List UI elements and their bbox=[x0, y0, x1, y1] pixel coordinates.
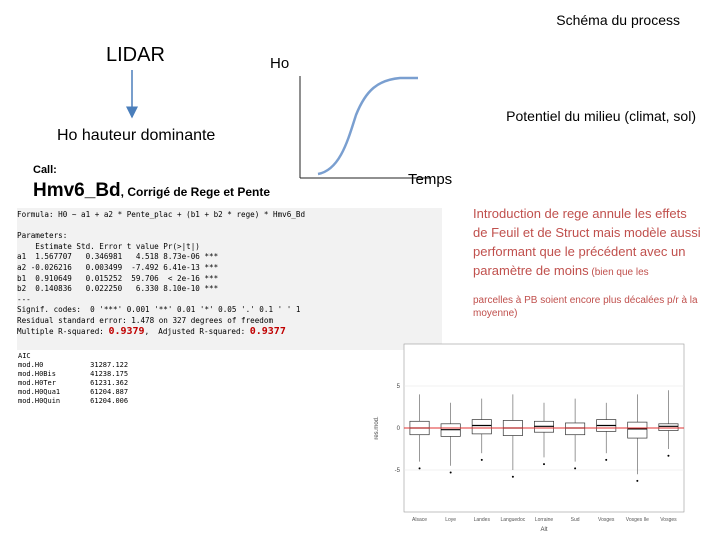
aic-value: 61231.362 bbox=[90, 379, 129, 387]
growth-curve bbox=[318, 78, 418, 174]
multiple-rsq-label: Multiple R-squared: bbox=[17, 326, 109, 336]
param-header: Estimate Std. Error t value Pr(>|t|) bbox=[17, 241, 200, 251]
outlier-point bbox=[481, 459, 483, 461]
model-name: Hmv6_Bd bbox=[33, 180, 121, 201]
outlier-point bbox=[667, 455, 669, 457]
x-tick-label: Landes bbox=[473, 517, 490, 523]
residual-boxplot bbox=[368, 336, 688, 536]
outlier-point bbox=[419, 467, 421, 469]
multiple-rsq-value: 0.9379 bbox=[108, 325, 145, 337]
table-row bbox=[18, 388, 128, 397]
hauteur-label: Ho hauteur dominante bbox=[57, 127, 216, 144]
box bbox=[659, 424, 678, 431]
outlier-point bbox=[450, 472, 452, 474]
param-row: a1 1.567707 0.346981 4.518 8.73e-06 *** bbox=[17, 252, 219, 262]
outlier-point bbox=[512, 476, 514, 478]
adjusted-rsq-value: 0.9377 bbox=[249, 325, 286, 337]
table-row bbox=[18, 370, 128, 379]
box bbox=[565, 423, 584, 435]
outlier-point bbox=[543, 463, 545, 465]
x-tick-label: Loye bbox=[445, 517, 457, 523]
separator-line: --- bbox=[17, 294, 31, 304]
aic-model: mod.H0Ter bbox=[18, 379, 56, 387]
outlier-point bbox=[636, 480, 638, 482]
table-row bbox=[18, 397, 128, 406]
x-tick-label: Languedoc bbox=[500, 517, 526, 523]
box bbox=[628, 422, 647, 438]
x-tick-label: Lorraine bbox=[534, 517, 554, 523]
box bbox=[472, 420, 491, 434]
y-tick-label: 5 bbox=[396, 384, 400, 390]
table-row bbox=[18, 379, 128, 388]
x-tick-label: Alsace bbox=[412, 517, 428, 523]
outlier-point bbox=[605, 459, 607, 461]
intro-note-continued: parcelles à PB soient encore plus décalées p/r à la moyenne) bbox=[473, 295, 698, 319]
y-tick-label: 0 bbox=[396, 426, 400, 432]
aic-value: 31287.122 bbox=[90, 361, 129, 369]
model-subtitle: , Corrigé de Rege et Pente bbox=[120, 185, 271, 199]
adjusted-rsq-label: , Adjusted R-squared: bbox=[144, 326, 250, 336]
outlier-point bbox=[574, 467, 576, 469]
param-row: b2 0.140836 0.022250 6.330 8.10e-10 *** bbox=[17, 284, 219, 294]
param-row: b1 0.910649 0.015252 59.706 < 2e-16 *** bbox=[17, 273, 219, 283]
x-tick-label: Vosges Ile bbox=[625, 517, 649, 523]
aic-value: 61204.006 bbox=[90, 397, 129, 405]
ho-label: Ho bbox=[270, 55, 290, 72]
aic-value: 61204.887 bbox=[90, 388, 129, 396]
rsq-line bbox=[17, 327, 286, 336]
intro-small-text: (bien que les bbox=[588, 267, 649, 278]
call-label: Call: bbox=[33, 164, 57, 176]
aic-model: mod.H0Bis bbox=[18, 370, 56, 378]
slide-title: Schéma du process bbox=[556, 12, 680, 28]
model-title bbox=[33, 180, 270, 202]
r-output-block bbox=[17, 208, 442, 350]
x-tick-label: Sud bbox=[570, 517, 580, 523]
param-row: a2 -0.026216 0.003499 -7.492 6.41e-13 *** bbox=[17, 262, 219, 272]
y-tick-label: -5 bbox=[394, 468, 400, 474]
signif-line: Signif. codes: 0 '***' 0.001 '**' 0.01 '*' 0.05 '.' 0.1 ' ' 1 bbox=[17, 305, 301, 315]
x-axis-label: Alt bbox=[540, 527, 548, 533]
x-tick-label: Vosges bbox=[660, 517, 677, 523]
x-tick-label: Vosges bbox=[598, 517, 615, 523]
residual-line: Residual standard error: 1.478 on 327 degrees of freedom bbox=[17, 315, 274, 325]
aic-model: mod.H0Qua1 bbox=[18, 388, 61, 396]
table-row bbox=[18, 361, 128, 370]
y-axis-label: res.mod. bbox=[374, 416, 380, 440]
aic-model: mod.H0 bbox=[18, 361, 44, 369]
parameters-label: Parameters: bbox=[17, 231, 68, 241]
aic-value: 41238.175 bbox=[90, 370, 129, 378]
intro-note bbox=[473, 204, 701, 282]
intro-text: Introduction de rege annule les effets de Feuil et de Struct mais modèle aussi performant que le précédent avec un paramètre de moins bbox=[473, 206, 701, 278]
aic-header: AIC bbox=[18, 352, 31, 360]
potentiel-label: Potentiel du milieu (climat, sol) bbox=[506, 108, 696, 124]
lidar-label: LIDAR bbox=[106, 44, 165, 66]
temps-label: Temps bbox=[408, 171, 453, 188]
aic-table bbox=[18, 352, 128, 406]
formula-line: Formula: H0 ~ a1 + a2 * Pente_plac + (b1 + b2 * rege) * Hmv6_Bd bbox=[17, 210, 306, 219]
aic-model: mod.H0Quin bbox=[18, 397, 61, 405]
